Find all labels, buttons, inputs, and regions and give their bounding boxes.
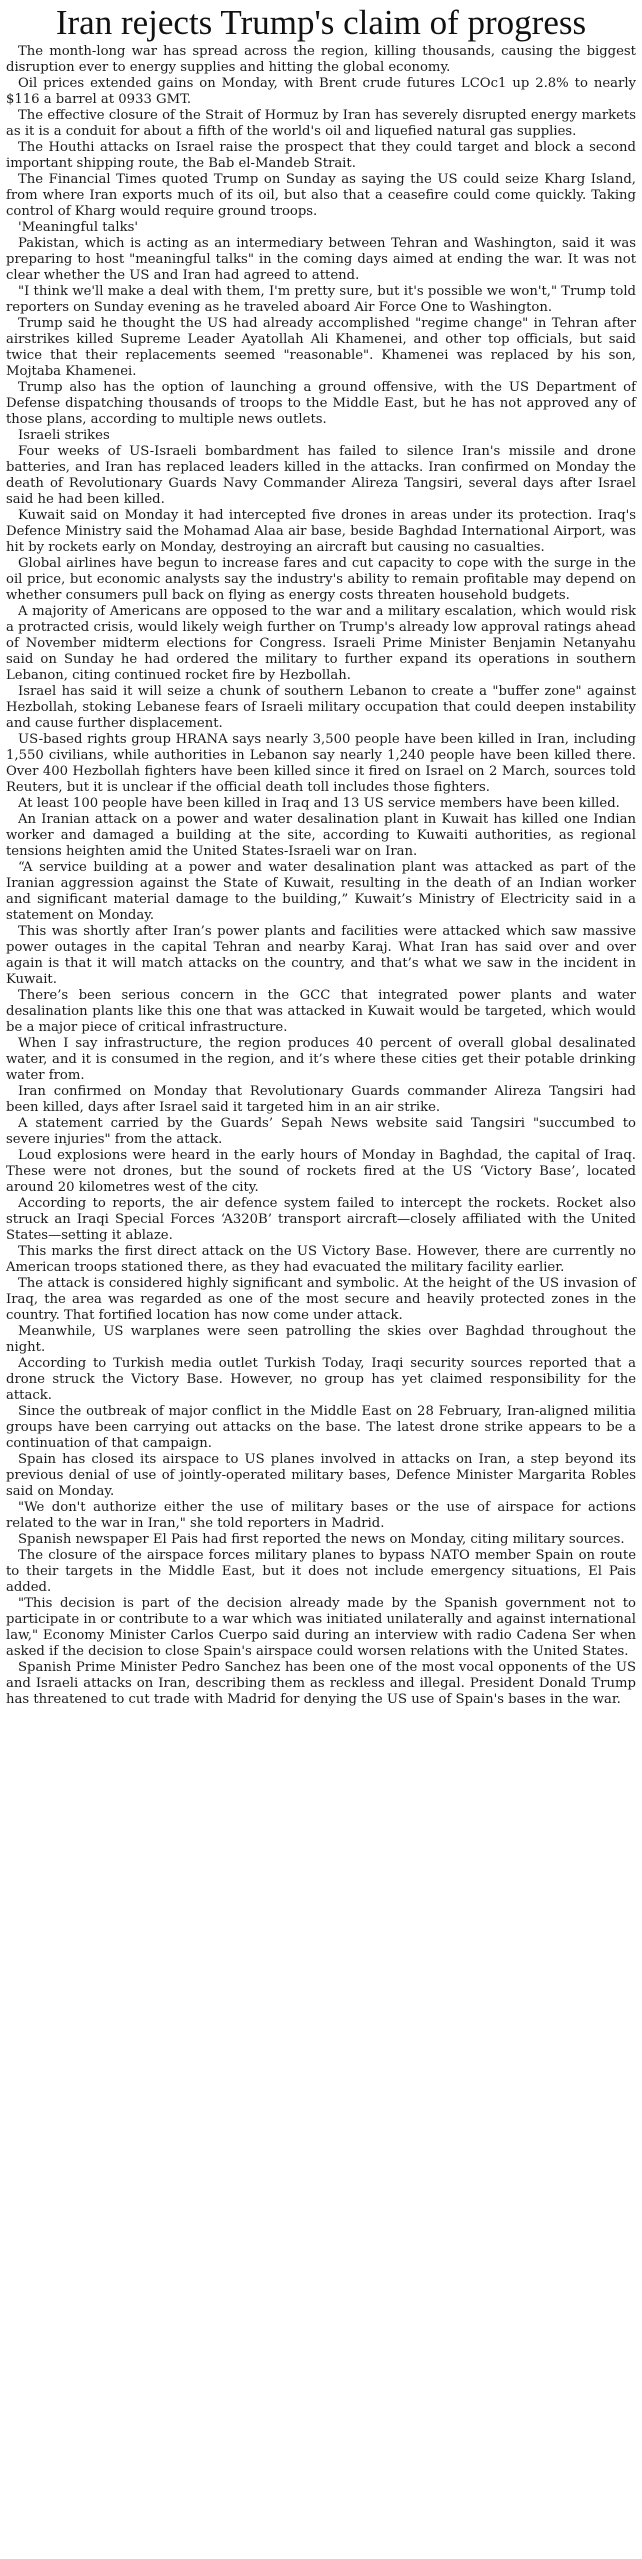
paragraph: Since the outbreak of major conflict in the Middle East on 28 February, Iran-aligned militia groups have been carrying out attacks on the base. The latest drone strike appears to be a continuation of that campaign. [6,1404,636,1451]
paragraph: This was shortly after Iran’s power plants and facilities were attacked which saw massive power outages in the capital Tehran and nearby Karaj. What Iran has said over and over again is that it will match attacks on the country, and that’s what we saw in the incident in Kuwait. [6,924,636,987]
paragraph: The month-long war has spread across the region, killing thousands, causing the biggest disruption ever to energy supplies and hitting the global economy. [6,44,636,75]
paragraph: A statement carried by the Guards’ Sepah News website said Tangsiri "succumbed to severe injuries" from the attack. [6,1116,636,1147]
paragraph: "This decision is part of the decision already made by the Spanish government not to participate in or contribute to a war which was initiated unilaterally and against international law," Economy Minister Carlos Cuerpo said during an interview with radio Cadena Ser when asked if the decision to close Spain's airspace could worsen relations with the United States. [6,1596,636,1659]
paragraph: Spanish Prime Minister Pedro Sanchez has been one of the most vocal opponents of the US and Israeli attacks on Iran, describing them as reckless and illegal. President Donald Trump has threatened to cut trade with Madrid for denying the US use of Spain's bases in the war. [6,1660,636,1707]
paragraph: “A service building at a power and water desalination plant was attacked as part of the Iranian aggression against the State of Kuwait, resulting in the death of an Indian worker and significant material damage to the building,” Kuwait’s Ministry of Electricity said in a statement on Monday. [6,860,636,923]
paragraph: The Financial Times quoted Trump on Sunday as saying the US could seize Kharg Island, from where Iran exports much of its oil, but also that a ceasefire could come quickly. Taking control of Kharg would require ground troops. [6,172,636,219]
paragraph: According to reports, the air defence system failed to intercept the rockets. Rocket also struck an Iraqi Special Forces ‘A320B’ transport aircraft—closely affiliated with the United States—setting it ablaze. [6,1196,636,1243]
paragraph: A majority of Americans are opposed to the war and a military escalation, which would risk a protracted crisis, would likely weigh further on Trump's already low approval ratings ahead of November midterm elections for Congress. Israeli Prime Minister Benjamin Netanyahu said on Sunday he had ordered the military to further expand its operations in southern Lebanon, citing continued rocket fire by Hezbollah. [6,604,636,683]
paragraph: Meanwhile, US warplanes were seen patrolling the skies over Baghdad throughout the night. [6,1324,636,1355]
paragraph: There’s been serious concern in the GCC that integrated power plants and water desalination plants like this one that was attacked in Kuwait would be targeted, which would be a major piece of critical infrastructure. [6,988,636,1035]
paragraph: This marks the first direct attack on the US Victory Base. However, there are currently no American troops stationed there, as they had evacuated the military facility earlier. [6,1244,636,1275]
paragraph: "We don't authorize either the use of military bases or the use of airspace for actions related to the war in Iran," she told reporters in Madrid. [6,1500,636,1531]
paragraph: Trump also has the option of launching a ground offensive, with the US Department of Defense dispatching thousands of troops to the Middle East, but he has not approved any of those plans, according to multiple news outlets. [6,380,636,427]
paragraph: At least 100 people have been killed in Iraq and 13 US service members have been killed. [18,796,620,811]
paragraph: Spain has closed its airspace to US planes involved in attacks on Iran, a step beyond its previous denial of use of jointly-operated military bases, Defence Minister Margarita Robles said on Monday. [6,1452,636,1499]
paragraph: Four weeks of US-Israeli bombardment has failed to silence Iran's missile and drone batteries, and Iran has replaced leaders killed in the attacks. Iran confirmed on Monday the death of Revolutionary Guards Navy Commander Alireza Tangsiri, several days after Israel said he had been killed. [6,444,636,507]
subheading: 'Meaningful talks' [18,220,138,235]
paragraph: Trump said he thought the US had already accomplished "regime change" in Tehran after airstrikes killed Supreme Leader Ayatollah Ali Khamenei, and other top officials, but said twice that their replacements seemed "reasonable". Khamenei was replaced by his son, Mojtaba Khamenei. [6,316,636,379]
paragraph: According to Turkish media outlet Turkish Today, Iraqi security sources reported that a drone struck the Victory Base. However, no group has yet claimed responsibility for the attack. [6,1356,636,1403]
paragraph: When I say infrastructure, the region produces 40 percent of overall global desalinated water, and it is consumed in the region, and it’s where these cities get their potable drinking water from. [6,1036,636,1083]
paragraph: Kuwait said on Monday it had intercepted five drones in areas under its protection. Iraq's Defence Ministry said the Mohamad Alaa air base, beside Baghdad International Airport, was hit by rockets early on Monday, destroying an aircraft but causing no casualties. [6,508,636,555]
paragraph: The effective closure of the Strait of Hormuz by Iran has severely disrupted energy markets as it is a conduit for about a fifth of the world's oil and liquefied natural gas supplies. [6,108,636,139]
paragraph: Iran confirmed on Monday that Revolutionary Guards commander Alireza Tangsiri had been killed, days after Israel said it targeted him in an air strike. [6,1084,636,1115]
paragraph: US-based rights group HRANA says nearly 3,500 people have been killed in Iran, including 1,550 civilians, while authorities in Lebanon say nearly 1,240 people have been killed there. Over 400 Hezbollah fighters have been killed since it fired on Israel on 2 March, sources told Reuters, but it is unclear if the official death toll includes those fighters. [6,732,636,795]
paragraph: Israel has said it will seize a chunk of southern Lebanon to create a "buffer zone" against Hezbollah, stoking Lebanese fears of Israeli military occupation that could deepen instability and cause further displacement. [6,684,636,731]
subheading: Israeli strikes [18,428,110,443]
paragraph: Global airlines have begun to increase fares and cut capacity to cope with the surge in the oil price, but economic analysts say the industry's ability to remain profitable may depend on whether consumers pull back on flying as energy costs threaten household budgets. [6,556,636,603]
paragraph: "I think we'll make a deal with them, I'm pretty sure, but it's possible we won't," Trump told reporters on Sunday evening as he traveled aboard Air Force One to Washington. [6,284,636,315]
headline: Iran rejects Trump's claim of progress [55,3,587,42]
paragraph: Spanish newspaper El Pais had first reported the news on Monday, citing military sources. [18,1532,625,1547]
paragraph: Pakistan, which is acting as an intermediary between Tehran and Washington, said it was preparing to host "meaningful talks" in the coming days aimed at ending the war. It was not clear whether the US and Iran had agreed to attend. [6,236,636,283]
paragraph: Oil prices extended gains on Monday, with Brent crude futures LCOc1 up 2.8% to nearly $116 a barrel at 0933 GMT. [6,76,636,107]
paragraph: The attack is considered highly significant and symbolic. At the height of the US invasion of Iraq, the area was regarded as one of the most secure and heavily protected zones in the country. That fortified location has now come under attack. [6,1276,636,1323]
paragraph: An Iranian attack on a power and water desalination plant in Kuwait has killed one Indian worker and damaged a building at the site, according to Kuwaiti authorities, as regional tensions heighten amid the United States-Israeli war on Iran. [6,812,636,859]
paragraph: The closure of the airspace forces military planes to bypass NATO member Spain on route to their targets in the Middle East, but it does not include emergency situations, El Pais added. [6,1548,636,1595]
paragraph: The Houthi attacks on Israel raise the prospect that they could target and block a second important shipping route, the Bab el-Mandeb Strait. [6,140,636,171]
article-body [6,44,636,1708]
paragraph: Loud explosions were heard in the early hours of Monday in Baghdad, the capital of Iraq. These were not drones, but the sound of rockets fired at the US ‘Victory Base’, located around 20 kilometres west of the city. [6,1148,636,1195]
